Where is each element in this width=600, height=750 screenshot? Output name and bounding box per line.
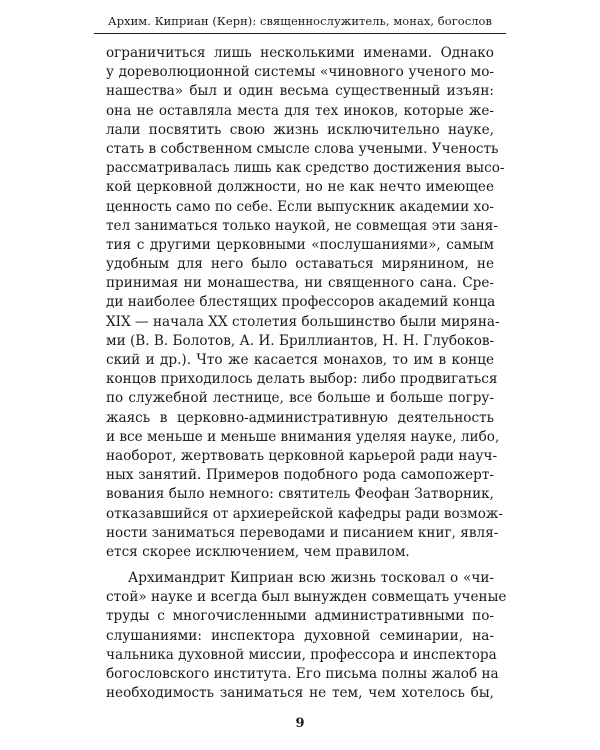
text-line: нашества» был и один весьма существенный изъян: xyxy=(106,83,494,100)
running-head: Архим. Киприан (Керн): священнослужитель, монах, богослов xyxy=(107,14,493,28)
text-line: у дореволюционной системы «чиновного ученого мо- xyxy=(106,64,494,81)
text-line: по служебной лестнице, все больше и больше погру- xyxy=(106,390,494,407)
text-line: ограничиться лишь несколькими именами. Однако xyxy=(106,45,494,61)
text-line: наоборот, жертвовать церковной карьерой ради науч- xyxy=(106,447,498,464)
page-number: 9 xyxy=(295,716,305,731)
header-rule xyxy=(94,33,506,34)
text-line: концов приходилось делать выбор: либо продвигаться xyxy=(106,371,498,388)
text-line: принимая ни монашества, ни священного сана. Сре- xyxy=(106,275,494,292)
text-line: стой» науке и всегда был вынужден совмещать ученые xyxy=(106,589,507,606)
text-line: труды с многочисленными административными по- xyxy=(106,608,494,625)
text-line: стать в собственном смысле слова учеными. Ученость xyxy=(106,140,499,157)
text-line: слушаниями: инспектора духовной семинарии, на- xyxy=(106,627,494,644)
text-line: тия с другими церковными «послушаниями», самым xyxy=(106,236,494,253)
text-line: XIX — начала XX столетия большинство были миряна- xyxy=(106,313,500,330)
text-line: кой церковной должности, но не как нечто имеющее xyxy=(106,179,494,196)
text-line: ных занятий. Примеров подобного рода самопожерт- xyxy=(106,467,494,484)
text-line: и все меньше и меньше внимания уделяя науке, либо, xyxy=(106,428,500,445)
text-line: ценность само по себе. Если выпускник академии хо- xyxy=(106,198,494,215)
text-line: лали посвятить свою жизнь исключительно науке, xyxy=(106,121,494,138)
paragraph-spacer xyxy=(106,562,494,569)
text-line: отказавшийся от архиерейской кафедры ради возмож- xyxy=(106,505,503,522)
paragraph-1 xyxy=(106,44,505,562)
text-line: жаясь в церковно-административную деятельность xyxy=(106,409,494,426)
body-text xyxy=(106,44,507,703)
text-line: ми (В. В. Болотов, А. И. Бриллиантов, Н. Н. Глубоков- xyxy=(106,332,495,349)
text-line: необходимость заниматься не тем, чем хотелось бы, xyxy=(106,685,494,702)
paragraph-2 xyxy=(106,569,507,703)
text-line: она не оставляла места для тех иноков, которые же- xyxy=(106,102,494,119)
text-line: ди наиболее блестящих профессоров академий конца xyxy=(106,294,496,311)
text-line: богословского института. Его письма полны жалоб на xyxy=(106,666,499,682)
text-line: рассматривалась лишь как средство достижения высо- xyxy=(106,160,505,177)
text-line: ется скорее исключением, чем правилом. xyxy=(106,543,410,560)
text-line: Архимандрит Киприан всю жизнь тосковал о «чи- xyxy=(128,570,494,587)
text-line: удобным для него было оставаться мирянином, не xyxy=(106,256,494,273)
text-line: тел заниматься только наукой, не совмещая эти заня- xyxy=(106,217,498,234)
text-line: вования было немного: святитель Феофан Затворник, xyxy=(106,486,494,503)
text-line: ности заниматься переводами и писанием книг, явля- xyxy=(106,524,499,541)
text-line: ский и др.). Что же касается монахов, то им в конце xyxy=(106,352,494,368)
text-line: чальника духовной миссии, профессора и инспектора xyxy=(106,646,497,663)
